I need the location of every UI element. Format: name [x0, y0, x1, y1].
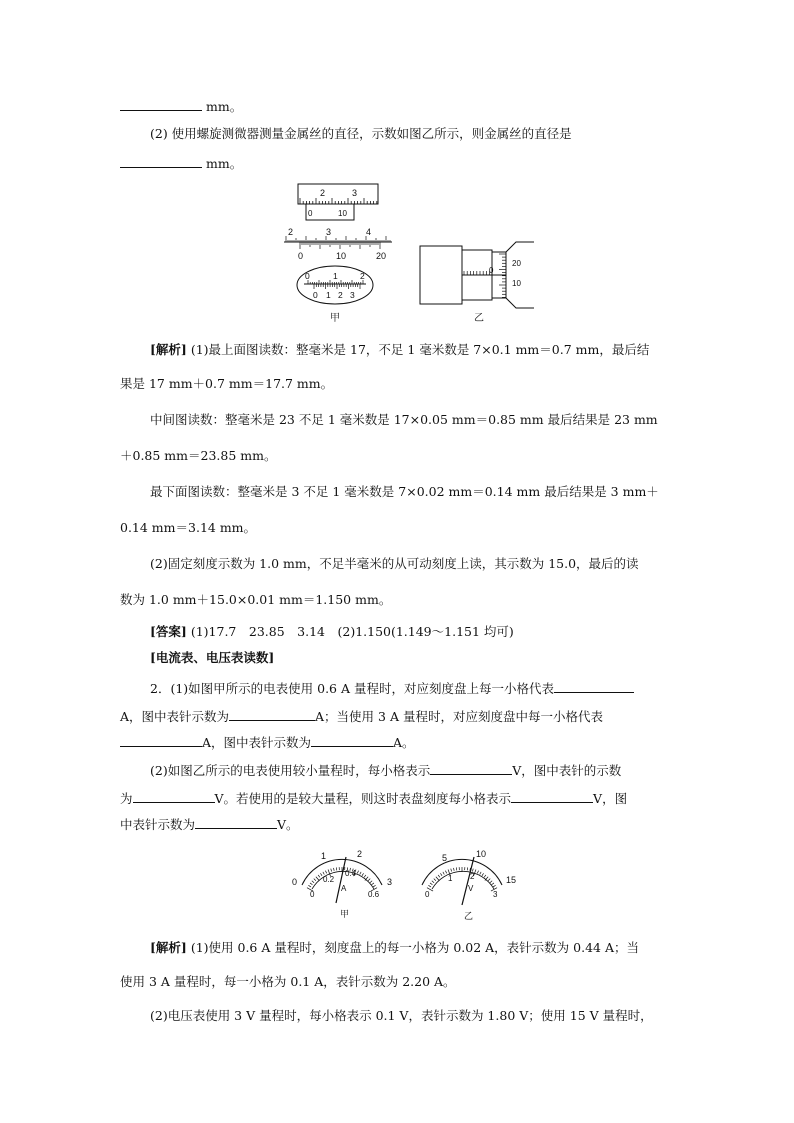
tick-label: 10 [336, 251, 347, 261]
tick-label: 10 [512, 279, 521, 288]
q2-line: 2．(1)如图甲所示的电表使用 0.6 A 量程时，对应刻度盘上每一小格代表 [150, 680, 634, 697]
ammeter-needle [336, 857, 346, 903]
scale-tick [320, 873, 322, 876]
scale-tick [360, 872, 361, 875]
micrometer [420, 242, 534, 324]
figure-meters [288, 845, 528, 925]
figure-caliper-micrometer [280, 180, 550, 325]
analysis-line: 0.14 mm＝3.14 mm。 [120, 520, 257, 535]
tick-label: 0 [489, 266, 494, 275]
q1-part2-line: (2) 使用螺旋测微器测量金属丝的直径，示数如图乙所示，则金属丝的直径是 [150, 126, 572, 141]
answer-blank [120, 155, 202, 168]
analysis-line: (2)固定刻度示数为 1.0 mm，不足半毫米的从可动刻度上读，其示数为 15.0，最后的读 [150, 556, 639, 571]
tick-label: 10 [338, 209, 347, 218]
figure-caption-right: 乙 [474, 313, 484, 324]
answer-blank [120, 734, 202, 747]
answer-tag: [答案] [150, 624, 187, 639]
answer-blank [311, 734, 393, 747]
analysis-line: 使用 3 A 量程时，每一小格为 0.1 A，表针示数为 2.20 A。 [120, 974, 456, 989]
answer-line: [答案] (1)17.7 23.85 3.14 (2)1.150(1.149～1.151 均可) [150, 624, 514, 639]
scale-tick [477, 871, 478, 874]
caliper-top [298, 184, 378, 220]
q1-part1-line: mm。 [120, 98, 242, 115]
tick-label: 5 [442, 853, 448, 863]
tick-label: 0 [310, 890, 315, 899]
tick-label: 2 [470, 872, 475, 881]
analysis-line: (2)电压表使用 3 V 量程时，每小格表示 0.1 V，表针示数为 1.80 V；使用 15 V 量程时， [150, 1008, 653, 1023]
scale-tick [364, 875, 366, 877]
tick-label: 4 [366, 227, 372, 237]
q2-line: A，图中表针示数为 A。 [120, 734, 415, 751]
section-heading: [电流表、电压表读数] [150, 650, 275, 665]
tick-label: 1 [448, 874, 453, 883]
scale-tick [488, 879, 490, 881]
scale-tick [443, 872, 444, 875]
scale-tick [432, 881, 434, 883]
analysis-line: [解析] (1)使用 0.6 A 量程时，刻度盘上的每一小格为 0.02 A，表针示数为 0.44 A；当 [150, 940, 639, 955]
tick-label: 1 [326, 290, 331, 300]
tick-label: 0.6 [368, 890, 380, 899]
tick-label: 0 [298, 251, 304, 261]
answer-blank [511, 790, 593, 803]
answer-blank [554, 680, 634, 693]
tick-label: 0.2 [323, 875, 335, 884]
figure-caption-left: 甲 [340, 909, 350, 919]
scale-tick [451, 869, 452, 872]
scale-tick [373, 885, 376, 887]
scale-tick [334, 868, 335, 871]
tick-label: 0 [305, 271, 310, 281]
scale-tick [316, 877, 319, 881]
answer-blank [229, 708, 315, 721]
scale-tick [318, 875, 320, 877]
tick-label: 20 [512, 259, 521, 268]
tick-label: 2 [360, 271, 365, 281]
q2-line: A，图中表针示数为 A；当使用 3 A 量程时，对应刻度盘中每一小格代表 [120, 709, 603, 724]
scale-tick [484, 875, 486, 877]
tick-label: 3 [350, 290, 355, 300]
analysis-tag: [解析] [150, 940, 187, 955]
unit-label: A [341, 884, 347, 893]
tick-label: 0 [292, 877, 298, 887]
scale-tick [308, 885, 311, 887]
tick-label: 3 [387, 877, 393, 887]
scale-tick [362, 873, 364, 876]
tick-label: 0.4 [345, 869, 357, 878]
analysis-line: [解析] (1)最上面图读数：整毫米是 17，不足 1 毫米数是 7×0.1 mm＝0.7 mm，最后结 [150, 342, 650, 357]
q2-line: 为 V。若使用的是较大量程，则这时表盘刻度每小格表示 V，图 [120, 791, 628, 806]
scale-tick [430, 883, 432, 885]
scale-tick [492, 883, 494, 885]
scale-tick [368, 879, 370, 881]
answer-blank [430, 762, 512, 775]
tick-label: 3 [326, 227, 332, 237]
scale-tick [372, 883, 374, 885]
tick-label: 15 [506, 875, 517, 885]
scale-tick [310, 883, 312, 885]
scale-tick [445, 871, 446, 874]
scale-tick [440, 873, 442, 876]
ammeter-dial [292, 849, 392, 919]
figure-caption-right: 乙 [464, 911, 474, 921]
q2-line: (2)如图乙所示的电表使用较小量程时，每小格表示 V，图中表针的示数 [150, 763, 622, 778]
scale-tick [454, 868, 455, 871]
scale-tick [482, 873, 484, 876]
analysis-line: 最下面图读数：整毫米是 3 不足 1 毫米数是 7×0.02 mm＝0.14 mm 最后结果是 3 mm＋ [150, 484, 659, 499]
scale-tick [357, 871, 358, 874]
analysis-line: ＋0.85 mm＝23.85 mm。 [120, 448, 277, 463]
tick-label: 3 [493, 890, 498, 899]
q1-part2-answer-line: mm。 [120, 155, 242, 172]
scale-tick [490, 881, 492, 883]
tick-label: 2 [288, 227, 294, 237]
figure-caption-left: 甲 [330, 313, 340, 324]
tick-label: 10 [476, 849, 487, 859]
scale-tick [438, 875, 440, 877]
scale-tick [480, 872, 481, 875]
scale-tick [370, 881, 372, 883]
scale-tick [325, 871, 326, 874]
scale-tick [312, 881, 314, 883]
tick-label: 3 [352, 188, 358, 198]
tick-label: 0 [308, 209, 313, 218]
tick-label: 2 [320, 188, 326, 198]
tick-label: 1 [333, 271, 338, 281]
analysis-line: 中间图读数：整毫米是 23 不足 1 毫米数是 17×0.05 mm＝0.85 mm 最后结果是 23 mm [150, 412, 658, 427]
voltmeter-dial [422, 849, 516, 921]
caliper-middle [284, 227, 392, 261]
scale-tick [434, 879, 436, 881]
scale-tick [428, 885, 431, 887]
scale-tick [493, 885, 496, 887]
tick-label: 0 [313, 290, 318, 300]
scale-tick [314, 879, 316, 881]
caliper-bottom [297, 266, 373, 324]
tick-label: 20 [376, 251, 387, 261]
analysis-line: 数为 1.0 mm＋15.0×0.01 mm＝1.150 mm。 [120, 592, 392, 607]
voltmeter-needle [462, 857, 474, 905]
unit-label: V [468, 884, 474, 893]
scale-tick [436, 877, 439, 881]
analysis-line: 果是 17 mm＋0.7 mm＝17.7 mm。 [120, 376, 334, 391]
scale-tick [331, 869, 332, 872]
q2-line: 中表针示数为 V。 [120, 817, 299, 832]
answer-blank [133, 790, 215, 803]
tick-label: 0 [425, 890, 430, 899]
tick-label: 2 [357, 849, 363, 859]
tick-label: 2 [338, 290, 343, 300]
answer-blank [195, 816, 277, 829]
analysis-tag: [解析] [150, 342, 187, 357]
answer-blank [120, 98, 202, 111]
tick-label: 1 [321, 851, 327, 861]
